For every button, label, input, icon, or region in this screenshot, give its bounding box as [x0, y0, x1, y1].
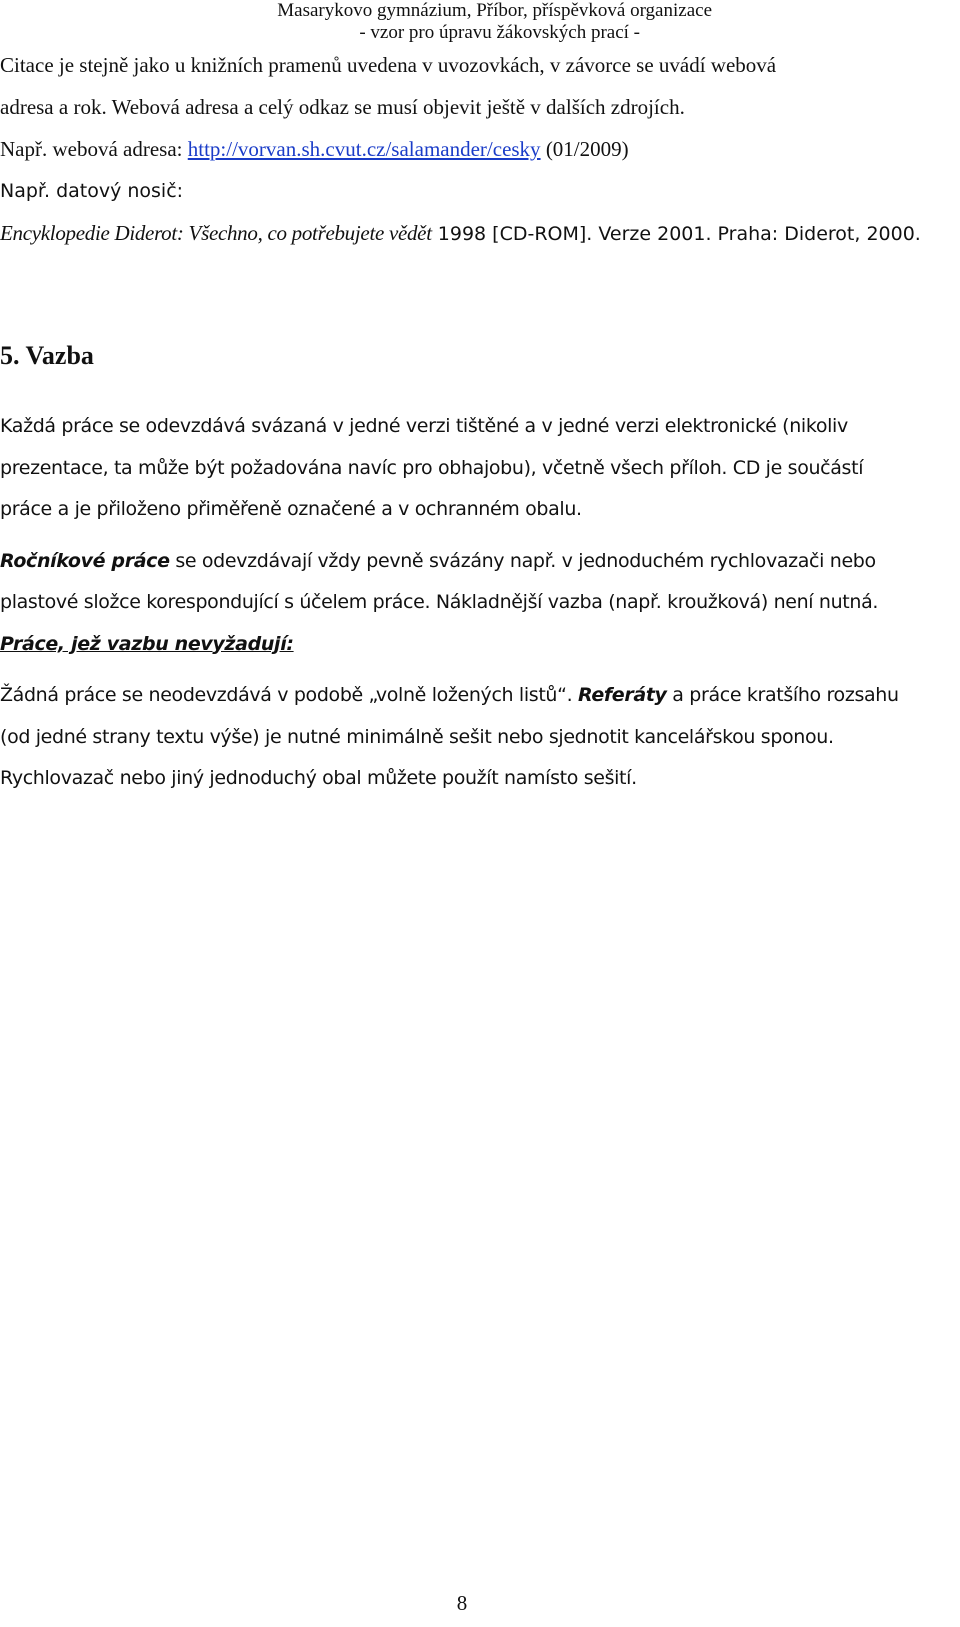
citation-text-line-2: adresa a rok. Webová adresa a celý odkaz se musí objevit ještě v dalších zdrojích.	[0, 95, 685, 119]
data-carrier-label: Např. datový nosič:	[0, 180, 184, 202]
binding-section	[0, 406, 956, 800]
paragraph-gap	[0, 665, 956, 675]
reports-term: Referáty	[578, 684, 667, 706]
web-address-label: Např. webová adresa:	[0, 137, 188, 161]
yearly-work-term: Ročníkové práce	[0, 549, 170, 572]
web-address-year: (01/2009)	[540, 137, 629, 161]
binding-paragraph-line-2: prezentace, ta může být požadována navíc pro obhajobu), včetně všech příloh. CD je součástí	[0, 456, 864, 479]
data-carrier-details: 1998 [CD-ROM]. Verze 2001. Praha: Diderot, 2000.	[431, 223, 921, 245]
loose-sheets-text: Žádná práce se neodevzdává v podobě „volně ložených listů“.	[0, 684, 578, 706]
yearly-work-paragraph-line-2: plastové složce korespondující s účelem práce. Nákladnější vazba (např. kroužková) není nutná.	[0, 591, 879, 613]
no-binding-heading-text: Práce, jež vazbu nevyžadují:	[0, 632, 294, 655]
loose-sheets-paragraph-line-3: Rychlovazač nebo jiný jednoduchý obal můžete použít namísto sešití.	[0, 767, 637, 789]
citation-text-line-1: Citace je stejně jako u knižních pramenů uvedena v uvozovkách, v závorce se uvádí webová	[0, 53, 777, 77]
data-carrier-title: Encyklopedie Diderot: Všechno, co potřebujete vědět	[0, 221, 432, 245]
page-number: 8	[456, 1591, 468, 1615]
binding-paragraph-line-1: Každá práce se odevzdává svázaná v jedné verzi tištěné a v jedné verzi elektronické (nikoliv	[0, 415, 848, 437]
reports-text: a práce kratšího rozsahu	[666, 684, 899, 706]
header-school-name: Masarykovo gymnázium, Příbor, příspěvková organizace	[277, 0, 712, 21]
data-carrier-example	[0, 212, 956, 255]
loose-sheets-paragraph-line-2: (od jedné strany textu výše) je nutné minimálně sešit nebo sjednotit kancelářskou sponou.	[0, 725, 834, 748]
no-binding-heading	[0, 624, 956, 666]
header-subtitle: - vzor pro úpravu žákovských prací -	[359, 22, 640, 43]
binding-paragraph-line-3: práce a je přiloženo přiměřeně označené a v ochranném obalu.	[0, 498, 582, 520]
web-address-example	[0, 128, 956, 170]
loose-sheets-paragraph-line-1	[0, 675, 956, 717]
yearly-work-paragraph-line-1	[0, 541, 956, 583]
yearly-work-text: se odevzdávají vždy pevně svázány např. v jednoduchém rychlovazači nebo	[169, 549, 876, 572]
web-address-link[interactable]: http://vorvan.sh.cvut.cz/salamander/cesky	[187, 137, 541, 161]
citation-section	[0, 44, 956, 255]
paragraph-gap	[0, 531, 956, 541]
section-heading-vazba: 5. Vazba	[0, 341, 94, 370]
